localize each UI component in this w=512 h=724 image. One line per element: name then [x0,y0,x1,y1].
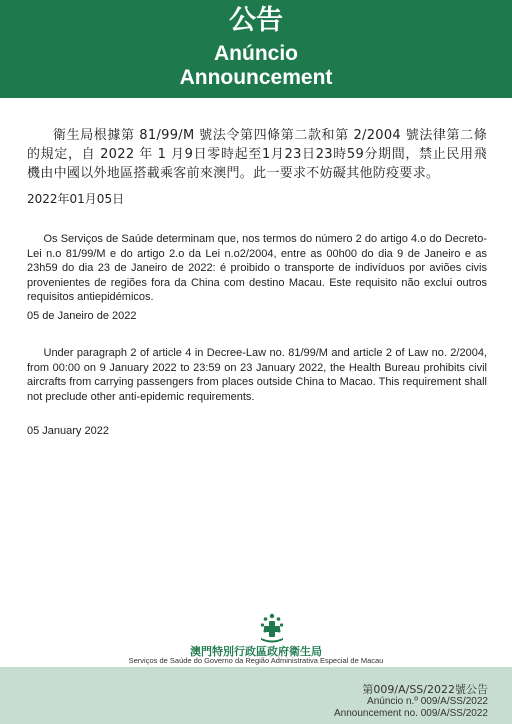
reference-number-english: Announcement no. 009/A/SS/2022 [333,708,488,719]
paragraph-english: Under paragraph 2 of article 4 in Decree-Law no. 81/99/M and article 2 of Law no. 2/2004, from 00:00 on 9 January 2022 to 23:59 on 23 January 2022, the Health Bureau prohibits civil aircrafts from carrying passengers from places outside China to Macao. This requirement shall not preclude other anti-epidemic requirements. [27,347,487,403]
reference-number-chinese: 第009/A/SS/2022號公告 [362,683,488,696]
paragraph-portuguese: Os Serviços de Saúde determinam que, nos termos do número 2 do artigo 4.o do Decreto-Lei n.o 81/99/M e do artigo 2.o da Lei n.o2/2004, entre as 00h00 do dia 9 de Janeiro e as 23h59 do dia 23 de Janeiro de 2022: é proibido o transporte de indivíduos por aviões civis provenientes de regiões fora da China com destino Macau. Este requisito não exclui outros requisitos antiepidémicos. [27,233,487,303]
announcement-header [0,0,512,98]
date-chinese: 2022年01月05日 [27,192,125,206]
title-portuguese: Anúncio [214,42,298,65]
date-english: 05 January 2022 [27,425,109,437]
paragraph-chinese: 衛生局根據第 81/99/M 號法令第四條第二款和第 2/2004 號法律第二條的規定，自 2022 年 1 月9日零時起至1月23日23時59分期間，禁止民用飛機由中國以外地區搭載乘客前來澳門。此一要求不妨礙其他防疫要求。 [27,128,487,181]
title-english: Announcement [179,66,333,89]
health-bureau-logo-icon [257,612,287,644]
institution-name-chinese: 澳門特別行政區政府衛生局 [190,645,322,658]
institution-name-portuguese: Serviços de Saúde do Governo da Região Administrativa Especial de Macau [128,656,384,665]
title-chinese: 公告 [229,5,283,36]
date-portuguese: 05 de Janeiro de 2022 [27,310,137,322]
reference-number-portuguese: Anúncio n.º 009/A/SS/2022 [367,696,488,707]
